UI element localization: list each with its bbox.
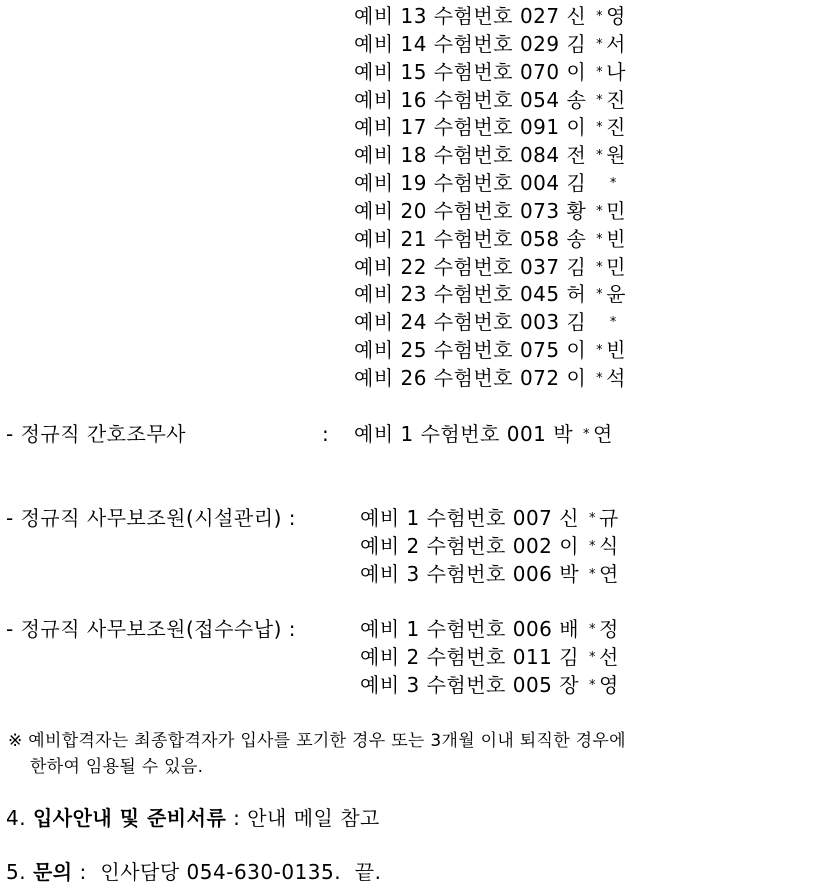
- section-title: 문의: [32, 860, 73, 884]
- list-item: 예비 13 수험번호 027 신 * 영: [354, 4, 626, 28]
- section-number: 5.: [6, 860, 27, 884]
- mask-asterisk: *: [588, 650, 596, 665]
- list-item: 예비 1 수험번호 006 배 * 정: [360, 617, 619, 641]
- section-separator: :: [233, 806, 241, 830]
- mask-asterisk: *: [596, 232, 604, 247]
- section-separator: :: [79, 860, 87, 884]
- list-item: 예비 14 수험번호 029 김 * 서: [354, 32, 626, 56]
- section-text: 인사담당 054-630-0135. 끝.: [100, 860, 382, 884]
- list-item: 예비 24 수험번호 003 김 *: [354, 310, 620, 335]
- list-item: 예비 2 수험번호 011 김 * 선: [360, 645, 619, 669]
- list-item: 예비 16 수험번호 054 송 * 진: [354, 88, 626, 112]
- mask-asterisk: *: [582, 427, 590, 442]
- mask-asterisk: *: [596, 93, 604, 108]
- list-item: 예비 3 수험번호 006 박 * 연: [360, 562, 619, 586]
- list-item: 예비 18 수험번호 084 전 * 원: [354, 143, 626, 167]
- section-label: - 정규직 간호조무사: [6, 422, 186, 446]
- section-5: [6, 860, 382, 884]
- mask-asterisk: *: [588, 622, 596, 637]
- section-label: - 정규직 사무보조원(시설관리) :: [6, 506, 296, 530]
- list-item: 예비 3 수험번호 005 장 * 영: [360, 673, 619, 697]
- mask-asterisk: *: [596, 260, 604, 275]
- list-item: 예비 19 수험번호 004 김 *: [354, 171, 620, 196]
- mask-asterisk: *: [588, 678, 596, 693]
- list-item: 예비 23 수험번호 045 허 * 윤: [354, 282, 626, 306]
- note-line: ※ 예비합격자는 최종합격자가 입사를 포기한 경우 또는 3개월 이내 퇴직한 경우에: [8, 731, 626, 751]
- mask-asterisk: *: [596, 9, 604, 24]
- list-item: 예비 26 수험번호 072 이 * 석: [354, 366, 626, 390]
- list-item: 예비 2 수험번호 002 이 * 식: [360, 534, 619, 558]
- mask-asterisk: *: [596, 148, 604, 163]
- list-item: 예비 21 수험번호 058 송 * 빈: [354, 227, 626, 251]
- section-number: 4.: [6, 806, 27, 830]
- list-item: 예비 22 수험번호 037 김 * 민: [354, 255, 626, 279]
- label-colon: :: [322, 422, 330, 446]
- mask-asterisk: *: [596, 204, 604, 219]
- mask-asterisk: *: [596, 65, 604, 80]
- mask-asterisk: *: [596, 343, 604, 358]
- section-text: 안내 메일 참고: [247, 806, 380, 830]
- mask-asterisk: *: [609, 315, 617, 330]
- list-item: 예비 1 수험번호 007 신 * 규: [360, 506, 619, 530]
- mask-asterisk: *: [588, 511, 596, 526]
- list-item: 예비 15 수험번호 070 이 * 나: [354, 60, 626, 84]
- list-item: 예비 17 수험번호 091 이 * 진: [354, 115, 626, 139]
- mask-asterisk: *: [588, 567, 596, 582]
- section-title: 입사안내 및 준비서류: [32, 806, 227, 830]
- section-4: [6, 806, 380, 830]
- mask-asterisk: *: [588, 539, 596, 554]
- mask-asterisk: *: [596, 37, 604, 52]
- list-item: 예비 1 수험번호 001 박 * 연: [354, 422, 613, 446]
- list-item: 예비 20 수험번호 073 황 * 민: [354, 199, 626, 223]
- note-line: 한하여 임용될 수 있음.: [30, 757, 204, 777]
- mask-asterisk: *: [609, 176, 617, 191]
- mask-asterisk: *: [596, 120, 604, 135]
- mask-asterisk: *: [596, 371, 604, 386]
- list-item: 예비 25 수험번호 075 이 * 빈: [354, 338, 626, 362]
- mask-asterisk: *: [596, 287, 604, 302]
- section-label: - 정규직 사무보조원(접수수납) :: [6, 617, 296, 641]
